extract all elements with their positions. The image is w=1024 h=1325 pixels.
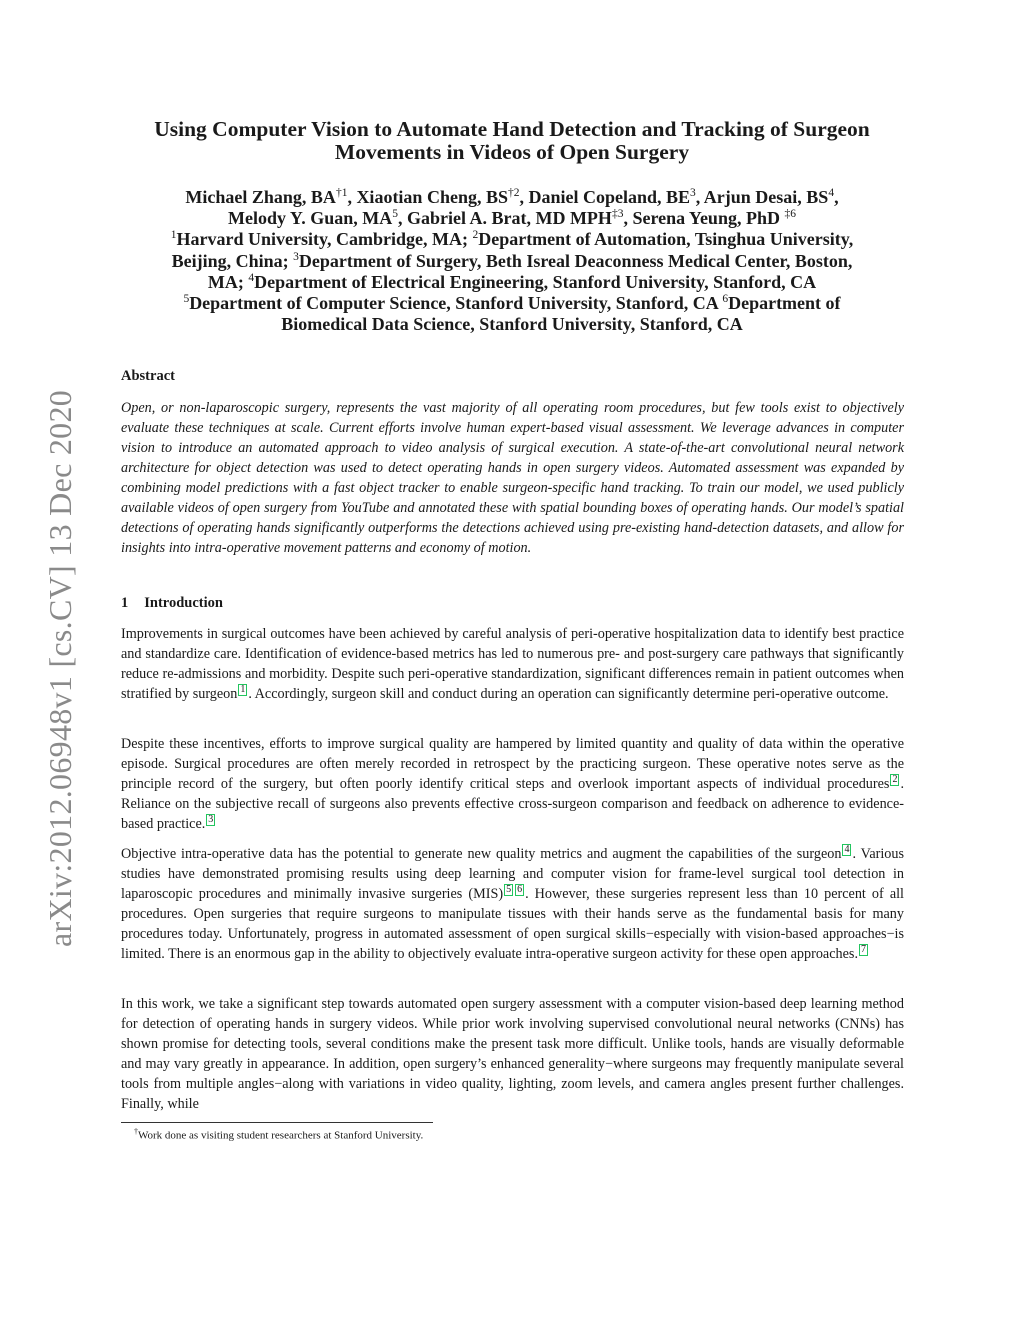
- citation-link[interactable]: 5: [506, 884, 512, 895]
- citation-link[interactable]: 3: [208, 814, 214, 825]
- affiliation: Biomedical Data Science, Stanford University, Stanford, CA: [281, 314, 743, 335]
- affiliation-marker: 3: [293, 250, 299, 263]
- abstract-heading: Abstract: [121, 368, 175, 384]
- affiliation-marker: 2: [472, 229, 479, 242]
- paragraph-text: . Various studies have demonstrated promising results using deep learning and computer vision for frame-level surgical tool detection in laparoscopic procedures and minimally invasive surgeries (MIS): [121, 846, 904, 902]
- author-punct: ,: [834, 187, 839, 207]
- title-line-1: Using Computer Vision to Automate Hand Detection and Tracking of Surgeon: [154, 117, 870, 141]
- citation-link[interactable]: 7: [861, 944, 866, 955]
- paragraph-text: . However, these surgeries represent less than 10 percent of all procedures. Open surgeries that require surgeons to manipulate tissues with their hands serve as the fundamental basis for many procedures today. Unfortunately, progress in automated assessment of open surgical skills−especially with vision-based approaches−is limited. There is an enormous gap in the ability to objectively evaluate intra-operative surgeon activity for these open approaches.: [121, 886, 904, 962]
- affiliation-line-2: [110, 251, 914, 272]
- affiliation: Harvard University, Cambridge, MA;: [176, 229, 473, 250]
- author-marker: †2: [507, 187, 520, 199]
- author-marker: 4: [828, 187, 835, 199]
- footnote-marker: †: [134, 1127, 138, 1136]
- affiliation-line-3: [110, 272, 914, 293]
- author-name: Michael Zhang, BA: [185, 187, 336, 207]
- paragraph: [121, 844, 904, 964]
- paragraph: [121, 734, 904, 834]
- citation-link[interactable]: 4: [844, 844, 850, 855]
- paragraph: [121, 624, 904, 704]
- paragraph-text: . Accordingly, surgeon skill and conduct during an operation can significantly determine peri-operative outcome.: [248, 686, 889, 702]
- paragraph-text: Improvements in surgical outcomes have been achieved by careful analysis of peri-operative hospitalization data to identify best practice and standardize care. Identification of evidence-based metrics has led to numerous pre- and post-surgery care pathways that significantly reduce re-admissions and morbidity. Despite such peri-operative standardization, significant differences remain in patient outcomes when stratified by surgeon: [121, 626, 904, 702]
- paragraph-text: Objective intra-operative data has the potential to generate new quality metrics and augment the capabilities of the surgeon: [121, 846, 842, 862]
- affiliation: Department of Automation, Tsinghua University,: [478, 229, 854, 250]
- affiliation-marker: 1: [170, 229, 177, 242]
- author-marker: ‡6: [784, 208, 796, 221]
- abstract-text: Open, or non-laparoscopic surgery, represents the vast majority of all operating room procedures, but few tools exist to objectively evaluate these techniques at scale. Current efforts involve human expert-based visual assessment. We leverage advances in computer vision to introduce an automated approach to video analysis of surgical execution. A state-of-the-art convolutional neural network architecture for object detection was used to detect operating hands in open surgery videos. Automated assessment was expanded by combining model predictions with a fast object tracker to enable surgeon-specific hand tracking. To train our model, we used publicly available videos of open surgery from YouTube and annotated these with spatial bounding boxes of operating hands. Our model’s spatial detections of operating hands significantly outperforms the detections achieved using pre-existing hand-detection datasets, and allow for insights into intra-operative movement patterns and economy of motion.: [121, 400, 904, 556]
- author-name: , Serena Yeung, PhD: [623, 208, 785, 229]
- affiliation: Beijing, China;: [171, 250, 294, 271]
- affiliation-marker: 4: [248, 271, 255, 284]
- author-marker: ‡3: [611, 208, 624, 221]
- title-line-2: Movements in Videos of Open Surgery: [334, 140, 690, 164]
- paragraph-text: . Reliance on the subjective recall of surgeons also prevents effective cross-surgeon comparison and feedback on adherence to evidence-based practice.: [121, 776, 904, 832]
- affiliation-marker: 6: [722, 293, 729, 306]
- affiliation: MA;: [207, 271, 249, 292]
- affiliation: Department of Computer Science, Stanford University, Stanford, CA: [189, 293, 723, 314]
- footnote-text: Work done as visiting student researchers at Stanford University.: [138, 1129, 424, 1142]
- arxiv-identifier: arXiv:2012.06948v1 [cs.CV] 13 Dec 2020: [42, 389, 78, 947]
- citation-link[interactable]: 2: [892, 774, 898, 785]
- affiliation-line-4: [110, 293, 914, 314]
- paragraph-text: Despite these incentives, efforts to improve surgical quality are hampered by limited quantity and quality of data within the operative episode. Surgical procedures are often merely recorded in retrospect by the practicing surgeon. These operative notes serve as the principle record of the surgery, but often poorly identify critical steps and overlook important aspects of individual procedures: [121, 736, 904, 792]
- author-line-1: [110, 187, 914, 208]
- affiliation: Department of Electrical Engineering, Stanford University, Stanford, CA: [254, 271, 817, 292]
- author-name: , Xiaotian Cheng, BS: [347, 187, 508, 207]
- section-title: Introduction: [144, 595, 223, 611]
- citation-link[interactable]: 6: [517, 884, 523, 895]
- affiliation: Department of Surgery, Beth Isreal Deaconness Medical Center, Boston,: [298, 250, 853, 271]
- affiliation-marker: 5: [183, 293, 190, 306]
- author-name: , Arjun Desai, BS: [695, 187, 829, 207]
- affiliation-line-5: [110, 314, 914, 335]
- footnote-divider: [121, 1122, 433, 1123]
- author-marker: 3: [690, 187, 696, 199]
- section-number: 1: [121, 595, 129, 611]
- author-line-2: [110, 208, 914, 229]
- author-marker: 5: [392, 208, 398, 221]
- paper-title: [100, 118, 924, 164]
- affiliation: Department of: [728, 293, 841, 314]
- section-heading-introduction: [121, 595, 223, 612]
- author-block: [110, 187, 914, 335]
- author-name: Melody Y. Guan, MA: [228, 208, 393, 229]
- author-name: , Daniel Copeland, BE: [519, 187, 691, 207]
- paragraph: In this work, we take a significant step towards automated open surgery assessment with a computer vision-based deep learning method for detection of operating hands in surgery videos. While prior work involving supervised convolutional neural networks (CNNs) has shown promise for detecting tools, several conditions make the present task more difficult. Unlike tools, hands are visually deformable and may vary greatly in appearance. In addition, open surgery’s enhanced generality−where surgeons may frequently manipulate several tools from multiple angles−along with variations in video quality, lighting, zoom levels, and camera angles present further challenges. Finally, while: [121, 996, 904, 1112]
- affiliation-line-1: [110, 229, 914, 250]
- footnote: [134, 1127, 423, 1142]
- citation-link[interactable]: 1: [240, 684, 246, 695]
- author-name: , Gabriel A. Brat, MD MPH: [397, 208, 612, 229]
- author-marker: †1: [335, 187, 348, 199]
